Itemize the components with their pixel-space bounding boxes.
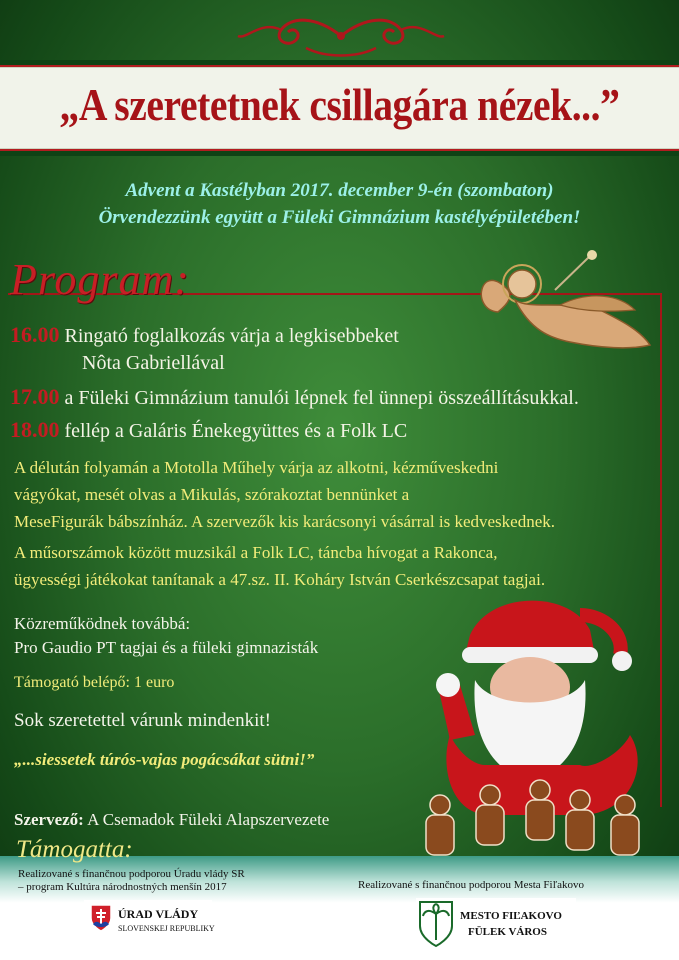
slovak-shield-icon — [90, 904, 112, 932]
supported-by-heading: Támogatta: — [16, 836, 133, 863]
schedule-row-1 — [10, 322, 399, 348]
schedule-text: fellép a Galáris Énekegyüttes és a Folk LC — [64, 420, 408, 442]
quote-text: „...siessetek túrós-vajas pogácsákat sütni!” — [14, 750, 315, 769]
palm-shield-icon — [418, 900, 454, 948]
gov-logo-sub: SLOVENSKEJ REPUBLIKY — [118, 924, 215, 933]
schedule-text: a Füleki Gimnázium tanulói lépnek fel ünnepi összeállításukkal. — [64, 387, 579, 409]
city-logo-name: MESTO FIĽAKOVO — [460, 910, 562, 922]
program-heading: Program: — [10, 255, 190, 304]
organizer-name: A Csemadok Füleki Alapszervezete — [87, 810, 330, 829]
schedule-time: 16.00 — [10, 322, 60, 347]
schedule-row-1-cont: Nôta Gabriellával — [82, 352, 225, 374]
schedule-time: 18.00 — [10, 417, 60, 442]
contributors-label: Közreműködnek továbbá: — [14, 614, 191, 633]
support-note-right: Realizované s finančnou podporou Mesta Fiľakovo — [358, 879, 584, 891]
entry-fee: Támogató belépő: 1 euro — [14, 674, 175, 691]
angel-illustration — [460, 250, 660, 370]
schedule-text: Ringató foglalkozás várja a legkisebbeket — [64, 325, 399, 347]
description-line: ügyességi játékokat tanítanak a 47.sz. II. Koháry István Cserkészcsapat tagjai. — [14, 570, 546, 589]
subtitle-venue: Örvendezzünk együtt a Füleki Gimnázium kastélyépületében! — [98, 207, 581, 228]
gov-logo-name: ÚRAD VLÁDY — [118, 907, 199, 921]
description-line: vágyókat, mesét olvas a Mikulás, szórakoztat bennünket a — [14, 485, 410, 504]
city-logo — [416, 898, 576, 950]
schedule-row-2 — [10, 384, 579, 410]
schedule-row-3 — [10, 417, 407, 443]
contributors-text: Pro Gaudio PT tagjai és a füleki gimnazisták — [14, 638, 319, 657]
description-line: MeseFigurák bábszínház. A szervezők kis karácsonyi vásárral is kedveskednek. — [14, 512, 555, 531]
support-note-left-2: – program Kultúra národnostných menšín 2017 — [18, 881, 227, 893]
description-line: A délután folyamán a Motolla Műhely várja az alkotni, kézműveskedni — [14, 458, 499, 477]
schedule-time: 17.00 — [10, 384, 60, 409]
description-line: A műsorszámok között muzsikál a Folk LC, táncba hívogat a Rakonca, — [14, 543, 498, 562]
city-logo-sub: FÜLEK VÁROS — [468, 926, 547, 938]
organizer-line — [14, 810, 329, 830]
government-logo — [84, 900, 215, 944]
subtitle-date: Advent a Kastélyban 2017. december 9-én (szombaton) — [125, 180, 554, 201]
welcome-text: Sok szeretettel várunk mindenkit! — [14, 710, 271, 731]
support-note-left: Realizované s finančnou podporou Úradu vlády SR — [18, 868, 245, 880]
scroll-ornament — [236, 14, 446, 58]
poster-title: „A szeretetnek csillagára nézek...” — [59, 79, 620, 130]
organizer-label: Szervező: — [14, 810, 84, 829]
